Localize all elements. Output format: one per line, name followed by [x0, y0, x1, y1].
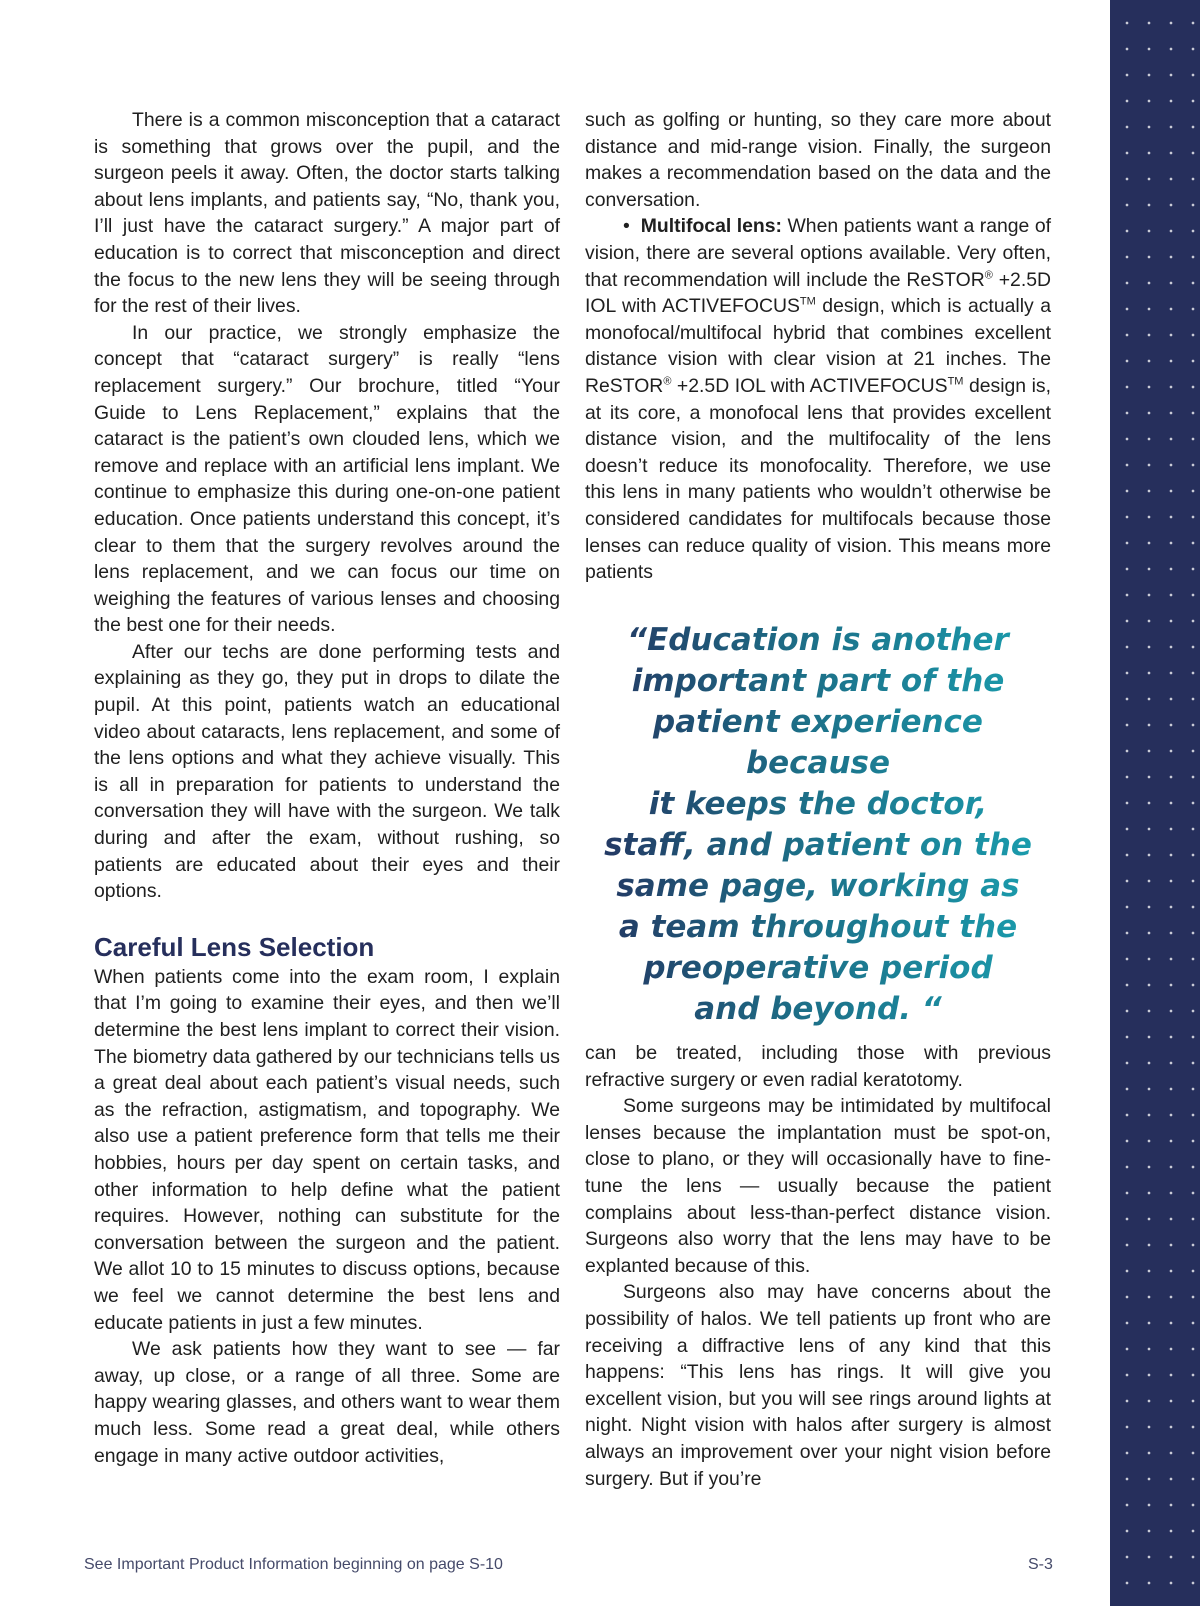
right-column-top	[585, 107, 1051, 586]
pull-quote-line: preoperative period	[643, 950, 993, 986]
pull-quote	[578, 620, 1058, 1030]
body-paragraph: In our practice, we strongly emphasize the concept that “cataract surgery” is really “lens replacement surgery.” Our brochure, titled “Your Guide to Lens Replacement,” explains that the cataract is the patient’s own clouded lens, which we remove and replace with an artificial lens implant. We continue to emphasize this during one-on-one patient education. Once patients understand this concept, it’s clear to them that the surgery revolves around the lens replacement, and we can focus our time on weighing the features of various lenses and choosing the best one for their needs.	[94, 321, 560, 637]
body-paragraph: can be treated, including those with previous refractive surgery or even radial keratotomy.	[585, 1042, 1051, 1091]
footer-note: See Important Product Information beginning on page S-10	[84, 1556, 503, 1573]
body-paragraph: After our techs are done performing tests and explaining as they go, they put in drops to dilate the pupil. At this point, patients watch an educational video about cataracts, lens replacement, and some of the lens options and what they achieve visually. This is all in preparation for patients to understand the conversation they will have with the surgeon. We talk during and after the exam, without rushing, so patients are educated about their eyes and their options.	[94, 640, 560, 903]
page-number: S-3	[1028, 1556, 1053, 1573]
pull-quote-line: and beyond. “	[694, 991, 942, 1027]
pull-quote-line: a team throughout the	[618, 909, 1018, 945]
pull-quote-line: “Education is another	[627, 622, 1009, 658]
body-paragraph: There is a common misconception that a cataract is something that grows over the pupil, and the surgeon peels it away. Often, the doctor starts talking about lens implants, and patients say, “No, thank you, I’ll just have the cataract surgery.” A major part of education is to correct that misconception and direct the focus to the new lens they will be seeing through for the rest of their lives.	[94, 109, 560, 318]
body-paragraph: When patients come into the exam room, I explain that I’m going to examine their eyes, and then we’ll determine the best lens implant to correct their vision. The biometry data gathered by our technicians tells us a great deal about each patient’s visual needs, such as the refraction, astigmatism, and topography. We also use a patient preference form that tells me their hobbies, hours per day spent on certain tasks, and other information to help define what the patient requires. However, nothing can substitute for the conversation between the surgeon and the patient. We allot 10 to 15 minutes to discuss options, because we feel we cannot determine the best lens and educate patients in just a few minutes.	[94, 965, 560, 1334]
right-column-bottom	[585, 1040, 1051, 1492]
pull-quote-line: staff, and patient on the	[604, 827, 1032, 863]
section-heading: Careful Lens Selection	[94, 931, 375, 962]
bullet-label: Multifocal lens:	[640, 215, 782, 238]
pull-quote-line: patient experience because	[653, 704, 983, 781]
pull-quote-line: it keeps the doctor,	[648, 786, 988, 822]
bullet-item-multifocal: • Multifocal lens: When patients want a range of vision, there are several options available. Very often, that recommendation will include the ReSTOR® +2.5D IOL with ACTIVEFOCUS™ design, which is actually a monofocal/multifocal hybrid that combines excellent distance vision with clear vision at 21 inches. The ReSTOR® +2.5D IOL with ACTIVEFOCUS™ design is, at its core, a monofocal lens that provides excellent distance vision, and the multifocality of the lens doesn’t reduce its monofocality. Therefore, we use this lens in many patients who wouldn’t otherwise be considered candidates for multifocals because those lenses can reduce quality of vision. This means more patients	[585, 215, 1052, 584]
pull-quote-line: same page, working as	[616, 868, 1020, 904]
left-column	[94, 107, 560, 1469]
decorative-sidebar-stripe	[1110, 0, 1200, 1606]
body-paragraph: We ask patients how they want to see — far away, up close, or a range of all three. Some are happy wearing glasses, and others want to wear them much less. Some read a great deal, while others engage in many active outdoor activities,	[94, 1338, 560, 1467]
body-paragraph: Some surgeons may be intimidated by multifocal lenses because the implantation must be spot-on, close to plano, or they will occasionally have to fine-tune the lens — usually because the patient complains about less-than-perfect distance vision. Surgeons also worry that the lens may have to be explanted because of this.	[585, 1095, 1051, 1277]
pull-quote-line: important part of the	[631, 663, 1005, 699]
body-paragraph: Surgeons also may have concerns about the possibility of halos. We tell patients up front who are receiving a diffractive lens of any kind that this happens: “This lens has rings. It will give you excellent vision, but you will see rings around lights at night. Night vision with halos after surgery is almost always an improvement over your night vision before surgery. But if you’re	[585, 1281, 1051, 1490]
body-paragraph: such as golfing or hunting, so they care more about distance and mid-range vision. Finally, the surgeon makes a recommendation based on the data and the conversation.	[585, 109, 1051, 211]
